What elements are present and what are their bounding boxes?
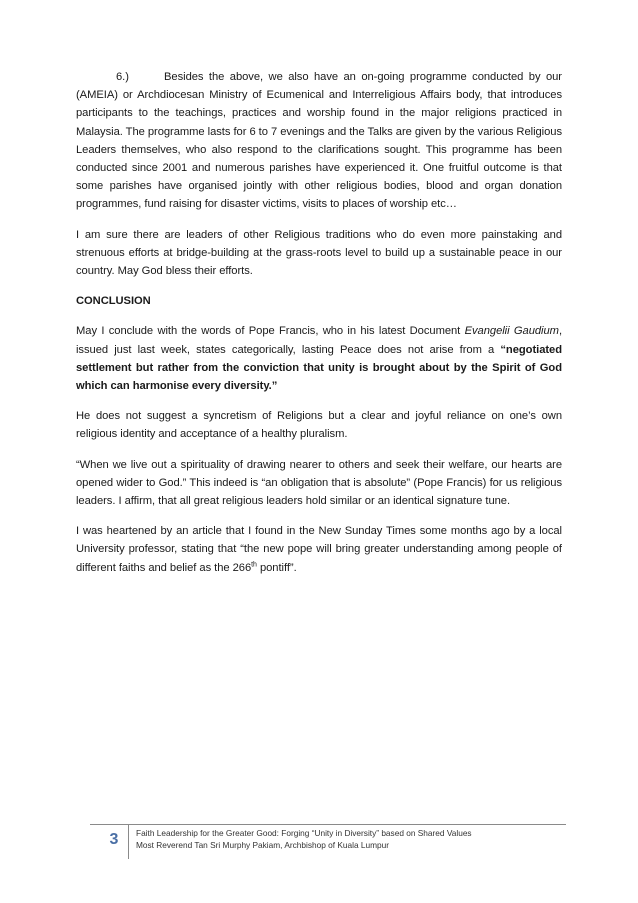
footer-title-line: Faith Leadership for the Greater Good: Forging “Unity in Diversity” based on Shared Values: [136, 828, 472, 838]
paragraph-text: I was heartened by an article that I found in the New Sunday Times some months ago by a local University professor, stating that “the new pope will bring greater understanding among people of different faiths and belief as the 266: [76, 525, 562, 574]
document-body: [76, 68, 562, 589]
bold-quotation: “negotiated settlement but rather from the conviction that unity is brought about by the Spirit of God which can harmonise every diversity.”: [76, 343, 562, 393]
paragraph-pope-francis-quote: [76, 322, 562, 395]
paragraph-spirituality: [76, 456, 562, 511]
page-number: 3: [109, 831, 119, 848]
footer-author-line: Most Reverend Tan Sri Murphy Pakiam, Archbishop of Kuala Lumpur: [136, 839, 390, 850]
paragraph-syncretism: [76, 407, 562, 443]
paragraph-new-sunday-times: [76, 522, 562, 577]
paragraph-number: 6.): [116, 71, 129, 83]
section-heading-conclusion: CONCLUSION: [76, 295, 151, 308]
paragraph-text: Besides the above, we also have an on-going programme conducted by our (AMEIA) or Archdiocesan Ministry of Ecumenical and Interreligious Affairs body, that introduces participants to the teachings, practices and worship found in the major religions practiced in Malaysia. The programme lasts for 6 to 7 evenings and the Talks are given by the various Religious Leaders themselves, who also respond to the clarifications sought. This programme has been conducted since 2001 and numerous parishes have experienced it. One fruitful outcome is that some parishes have organised jointly with other religious bodies, blood and organ donation programmes, fund raising for disaster victims, visits to places of worship etc…: [76, 71, 562, 211]
paragraph-text: I am sure there are leaders of other Religious traditions who do even more painstaking and strenuous efforts at bridge-building at the grass-roots level to build up a sustainable peace in our country. May God bless their efforts.: [76, 228, 562, 278]
paragraph-text: He does not suggest a syncretism of Religions but a clear and joyful reliance on one’s own religious identity and acceptance of a healthy pluralism.: [76, 410, 562, 441]
footer-divider: [128, 825, 129, 859]
paragraph-text: May I conclude with the words of Pope Francis, who in his latest Document: [76, 325, 465, 338]
footer-text: [136, 828, 472, 851]
document-title-italic: Evangelii Gaudium: [464, 325, 559, 338]
paragraph-text: pontiff”.: [256, 561, 297, 574]
paragraph-text: , issued just last week, states categorically, lasting Peace does not arise from a: [76, 325, 562, 356]
ordinal-superscript: th: [251, 560, 257, 568]
page-footer: [90, 824, 566, 859]
paragraph-text: “When we live out a spirituality of drawing nearer to others and seek their welfare, our hearts are opened wider to God.” This indeed is “an obligation that is absolute” (Pope Francis) for us religious leaders. I affirm, that all great religious leaders hold similar or an identical signature tune.: [76, 458, 562, 508]
paragraph-other-traditions: [76, 226, 562, 281]
paragraph-ameia-programme: [76, 68, 562, 214]
